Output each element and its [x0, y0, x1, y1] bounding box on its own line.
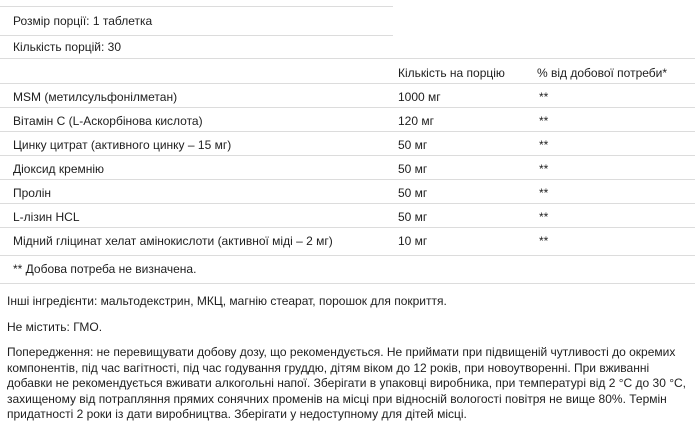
table-row-dv: **: [539, 186, 549, 200]
table-row-name: Цинку цитрат (активного цинку – 15 мг): [13, 138, 232, 152]
table-row-amount: 10 мг: [398, 234, 428, 248]
column-header-daily-value: % від добової потреби*: [537, 66, 668, 80]
divider: [0, 107, 695, 108]
divider: [0, 255, 695, 256]
divider: [0, 58, 695, 59]
table-row-dv: **: [539, 210, 549, 224]
divider: [0, 35, 393, 36]
table-row-name: L-лізин HCL: [13, 210, 80, 224]
other-ingredients: Інші інгредієнти: мальтодекстрин, МКЦ, магнію стеарат, порошок для покриття.: [7, 294, 447, 308]
contains-not: Не містить: ГМО.: [7, 320, 103, 334]
divider: [0, 131, 695, 132]
divider: [0, 283, 695, 284]
table-row-amount: 120 мг: [398, 114, 434, 128]
table-row-amount: 50 мг: [398, 210, 428, 224]
table-row-amount: 1000 мг: [398, 90, 441, 104]
table-row-name: Пролін: [13, 186, 52, 200]
table-row-name: Діоксид кремнію: [13, 162, 105, 176]
warning-text: Попередження: не перевищувати добову дозу, що рекомендується. Не приймати при підвищеній чутливості до окремих компонентів, під час вагітності, під час годування груддю, дітям віком до 12 років, при новоутворенні. При вживанні добавки не рекомендується вживати алкогольні напої. Зберігати в упаковці виробника, при температурі від 2 °С до 30 °С, захищеному від потрапляння прямих сонячних променів на місці при відносній вологості повітря не вище 80%. Термін придатності 2 роки із дати виробництва. Зберігати у недоступному для дітей місці.: [7, 345, 686, 421]
divider: [0, 203, 695, 204]
table-row-amount: 50 мг: [398, 186, 428, 200]
table-footnote: ** Добова потреба не визначена.: [13, 262, 197, 276]
table-row-dv: **: [539, 90, 549, 104]
table-row-name: Вітамін С (L-Аскорбінова кислота): [13, 114, 203, 128]
table-row-dv: **: [539, 234, 549, 248]
serving-size: Розмір порції: 1 таблетка: [13, 14, 153, 28]
divider: [0, 155, 695, 156]
divider: [0, 179, 695, 180]
table-row-amount: 50 мг: [398, 162, 428, 176]
column-header-amount: Кількість на порцію: [398, 66, 505, 80]
servings-count: Кількість порцій: 30: [13, 40, 122, 54]
table-row-dv: **: [539, 138, 549, 152]
divider: [0, 6, 393, 7]
divider: [0, 83, 695, 84]
table-row-name: MSM (метилсульфонілметан): [13, 90, 178, 104]
table-row-name: Мідний гліцинат хелат амінокислоти (активної міді – 2 мг): [13, 234, 333, 248]
divider: [0, 227, 695, 228]
table-row-amount: 50 мг: [398, 138, 428, 152]
table-row-dv: **: [539, 162, 549, 176]
table-row-dv: **: [539, 114, 549, 128]
